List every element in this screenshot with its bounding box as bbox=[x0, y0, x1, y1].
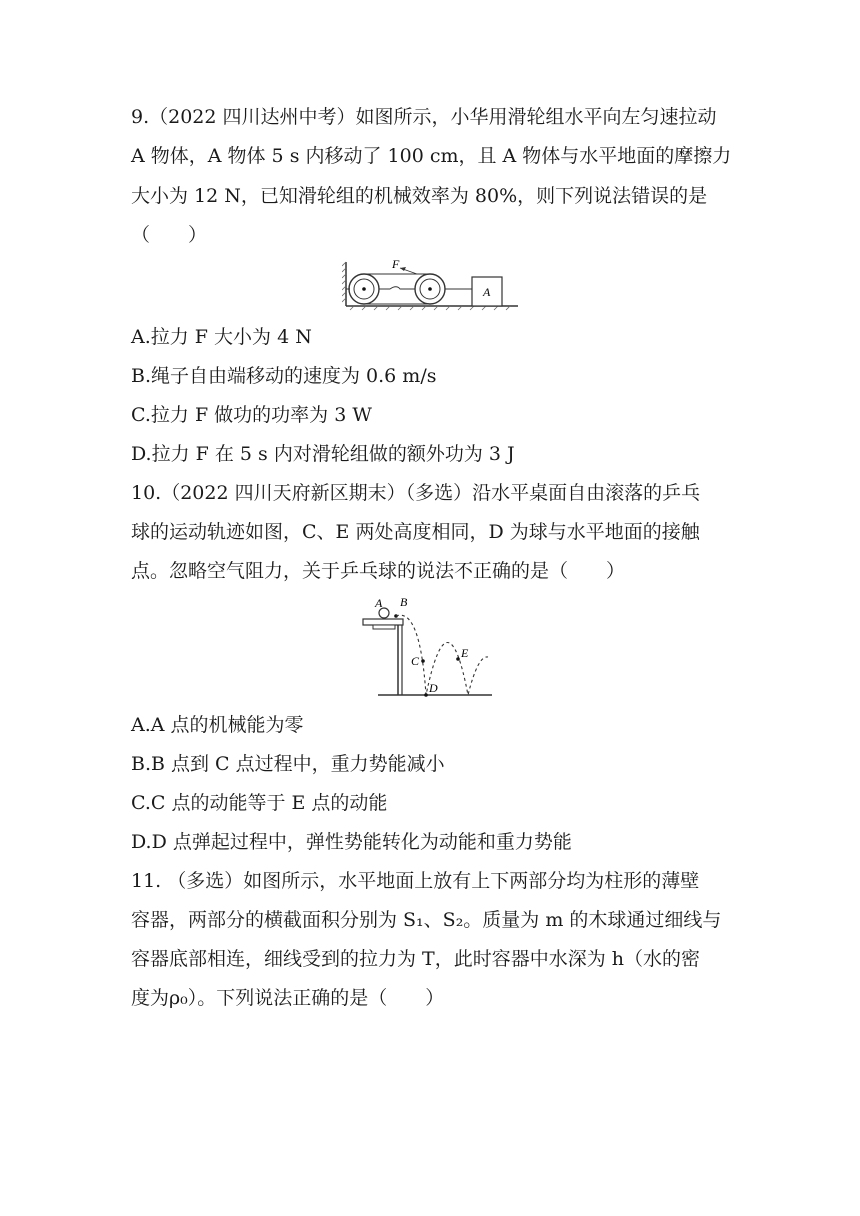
q9-option-b: B.绳子自由端移动的速度为 0.6 m/s bbox=[131, 365, 437, 387]
q10-stem-line-2: 球的运动轨迹如图，C、E 两处高度相同，D 为球与水平地面的接触 bbox=[131, 521, 700, 543]
block-label-a: A bbox=[483, 285, 491, 299]
q10-option-a: A.A 点的机械能为零 bbox=[131, 714, 304, 736]
point-label-a: A bbox=[375, 596, 383, 610]
q9-option-a: A.拉力 F 大小为 4 N bbox=[131, 326, 312, 348]
point-label-d: D bbox=[429, 681, 438, 695]
q10-option-b: B.B 点到 C 点过程中，重力势能减小 bbox=[131, 753, 445, 775]
q9-option-c: C.拉力 F 做功的功率为 3 W bbox=[131, 404, 372, 426]
point-label-b: B bbox=[400, 595, 408, 609]
q10-stem-line-1: 10.（2022 四川天府新区期末）（多选）沿水平桌面自由滚落的乒乓 bbox=[131, 482, 701, 504]
point-label-c: C bbox=[411, 654, 420, 668]
q9-stem-line-1: 9.（2022 四川达州中考）如图所示，小华用滑轮组水平向左匀速拉动 bbox=[131, 106, 717, 128]
q11-stem-line-1: 11. （多选）如图所示，水平地面上放有上下两部分均为柱形的薄壁 bbox=[131, 870, 700, 892]
q11-stem-line-2: 容器，两部分的横截面积分别为 S₁、S₂。质量为 m 的木球通过细线与 bbox=[131, 909, 722, 931]
pulley-system-figure bbox=[342, 258, 520, 312]
q10-option-d: D.D 点弹起过程中，弹性势能转化为动能和重力势能 bbox=[131, 831, 572, 853]
q9-stem-line-2: A 物体，A 物体 5 s 内移动了 100 cm，且 A 物体与水平地面的摩擦力 bbox=[131, 145, 732, 167]
q10-option-c: C.C 点的动能等于 E 点的动能 bbox=[131, 792, 388, 814]
ping-pong-trajectory-figure bbox=[360, 595, 495, 703]
q9-option-d: D.拉力 F 在 5 s 内对滑轮组做的额外功为 3 J bbox=[131, 443, 515, 465]
force-label-f: F bbox=[392, 258, 400, 271]
point-label-e: E bbox=[461, 646, 469, 660]
q9-stem-line-3: 大小为 12 N，已知滑轮组的机械效率为 80%，则下列说法错误的是 bbox=[131, 185, 708, 207]
q11-stem-line-3: 容器底部相连，细线受到的拉力为 T，此时容器中水深为 h（水的密 bbox=[131, 948, 700, 970]
q9-stem-line-4: （ ） bbox=[131, 224, 208, 246]
q10-stem-line-3: 点。忽略空气阻力，关于乒乓球的说法不正确的是（ ） bbox=[131, 560, 626, 582]
q11-stem-line-4: 度为ρ₀）。下列说法正确的是（ ） bbox=[131, 987, 445, 1009]
